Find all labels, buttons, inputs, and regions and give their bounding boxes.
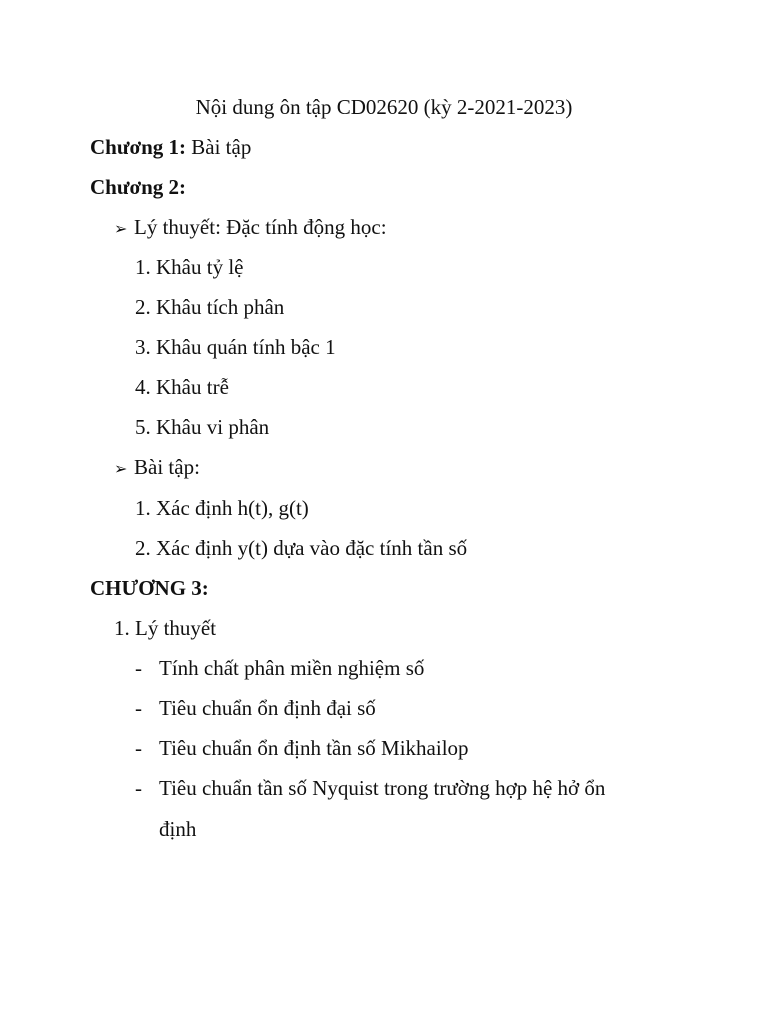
dash-list-item <box>135 656 424 680</box>
arrow-bullet-icon: ➢ <box>114 219 128 238</box>
list-item-number: 5. <box>135 415 151 439</box>
chapter-2-label: Chương 2: <box>90 175 186 199</box>
list-item-number: 1. <box>114 616 130 640</box>
dash-list-item-text: Tính chất phân miền nghiệm số <box>159 656 425 680</box>
chapter-1-text: Bài tập <box>186 135 252 159</box>
dash-bullet: - <box>135 696 142 720</box>
dash-list-item-text: Tiêu chuẩn ổn định tần số Mikhailop <box>159 736 469 760</box>
dash-list-item-text: Tiêu chuẩn tần số Nyquist trong trường hợp hệ hở ổn <box>159 776 606 800</box>
list-item-text: Khâu vi phân <box>156 415 270 439</box>
dash-list-item <box>135 736 469 760</box>
dash-bullet: - <box>135 656 142 680</box>
chapter-3-theory-heading <box>114 616 216 640</box>
list-item-number: 1. <box>135 255 151 279</box>
chapter-2-theory-text: Lý thuyết: Đặc tính động học: <box>134 215 387 239</box>
document-title: Nội dung ôn tập CD02620 (kỳ 2-2021-2023) <box>195 95 573 119</box>
list-item-number: 3. <box>135 335 151 359</box>
chapter-2-exercises-text: Bài tập: <box>134 455 200 479</box>
list-item <box>135 496 309 520</box>
list-item <box>135 536 467 560</box>
list-item-number: 2. <box>135 536 151 560</box>
chapter-3-label: CHƯƠNG 3: <box>90 576 209 600</box>
list-item-number: 2. <box>135 295 151 319</box>
list-item-text: Xác định y(t) dựa vào đặc tính tần số <box>156 536 468 560</box>
list-item-text: Khâu tỷ lệ <box>156 255 244 279</box>
chapter-1-label: Chương 1: <box>90 135 186 159</box>
dash-list-item-text: Tiêu chuẩn ổn định đại số <box>159 696 376 720</box>
dash-list-item <box>135 696 376 720</box>
list-item <box>135 295 284 319</box>
list-item <box>135 375 229 399</box>
chapter-2-exercises-heading <box>114 455 200 481</box>
list-item-text: Khâu quán tính bậc 1 <box>156 335 336 359</box>
chapter-2-theory-heading <box>114 215 387 241</box>
list-item <box>135 415 269 439</box>
list-item-text: Xác định h(t), g(t) <box>156 496 309 520</box>
dash-list-item-continuation: định <box>159 817 197 841</box>
dash-list-item <box>135 776 605 800</box>
arrow-bullet-icon: ➢ <box>114 459 128 478</box>
list-item <box>135 255 243 279</box>
dash-bullet: - <box>135 776 142 800</box>
list-item <box>135 335 336 359</box>
dash-bullet: - <box>135 736 142 760</box>
list-item-text: Khâu tích phân <box>156 295 285 319</box>
list-item-number: 1. <box>135 496 151 520</box>
list-item-text: Khâu trễ <box>156 375 229 399</box>
chapter-3-theory-text: Lý thuyết <box>135 616 217 640</box>
chapter-1-line <box>90 135 251 159</box>
list-item-number: 4. <box>135 375 151 399</box>
